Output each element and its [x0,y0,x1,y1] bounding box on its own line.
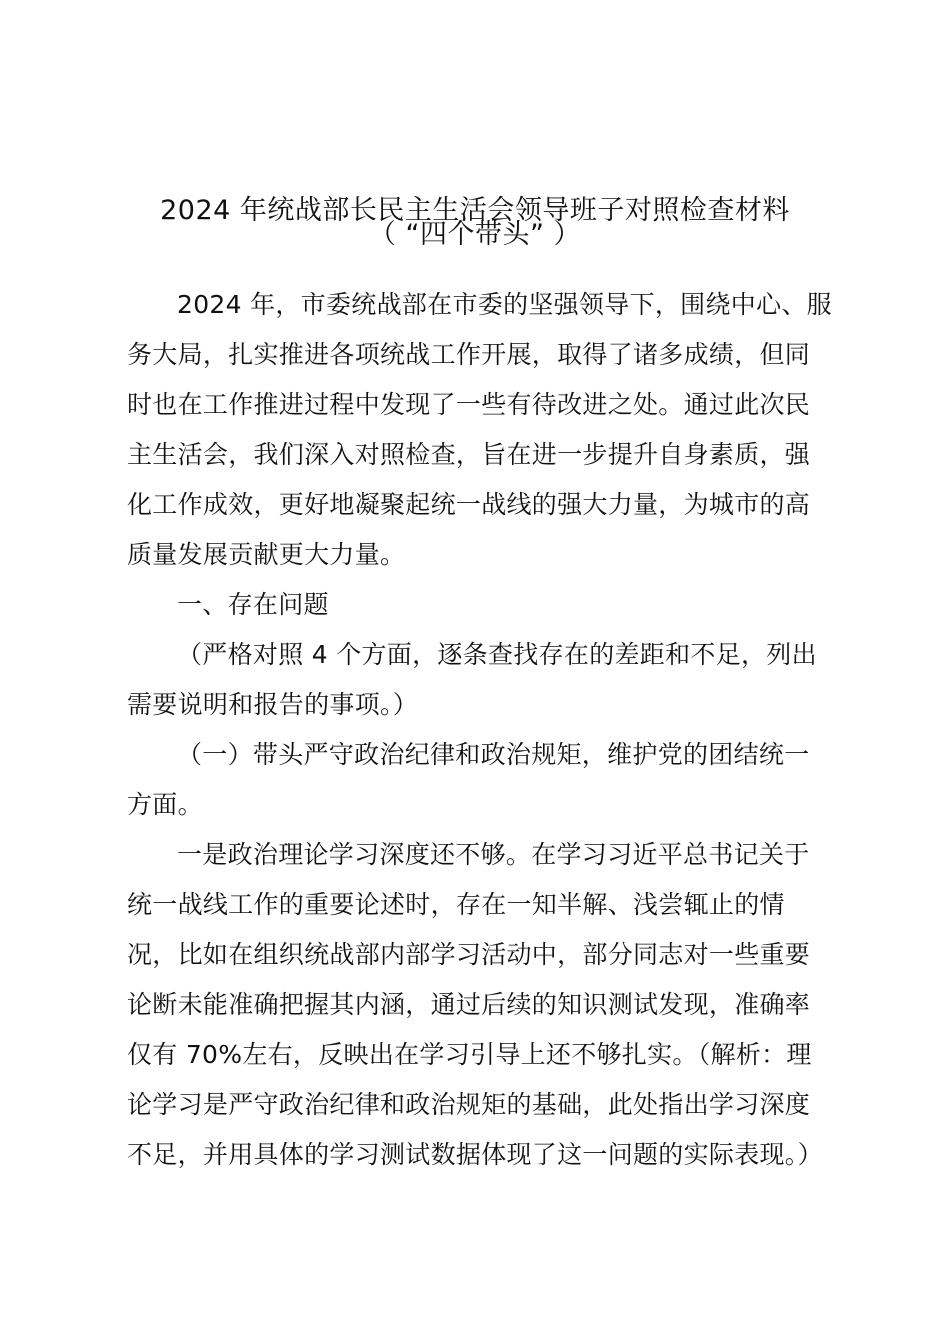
section-heading-problems: 一、存在问题 [177,590,329,619]
problem-paragraph-1: 一是政治理论学习深度还不够。在学习习近平总书记关于统一战线工作的重要论述时，存在一知半解、浅尝辄止的情况，比如在组织统战部内部学习活动中，部分同志对一些重要论断未能准确把握其内涵，通过后续的知识测试发现，准确率仅有 70%左右，反映出在学习引导上还不够扎实。（解析：理论学习是严守政治纪律和政治规矩的基础，此处指出学习深度不足，并用具体的学习测试数据体现了这一问题的实际表现。） [127,840,823,1169]
intro-paragraph: 2024 年，市委统战部在市委的坚强领导下，围绕中心、服务大局，扎实推进各项统战工作开展，取得了诸多成绩，但同时也在工作推进过程中发现了一些有待改进之处。通过此次民主生活会，我们深入对照检查，旨在进一步提升自身素质，强化工作成效，更好地凝聚起统一战线的强大力量，为城市的高质量发展贡献更大力量。 [127,290,832,569]
document-subtitle: （ “四个带头” ） [368,219,582,250]
document-title: 2024 年统战部长民主生活会领导班子对照检查材料 [160,195,790,226]
subsection-heading-1: （一）带头严守政治纪律和政治规矩，维护党的团结统一方面。 [127,740,810,819]
instruction-paragraph: （严格对照 4 个方面，逐条查找存在的差距和不足，列出需要说明和报告的事项。） [127,640,817,719]
